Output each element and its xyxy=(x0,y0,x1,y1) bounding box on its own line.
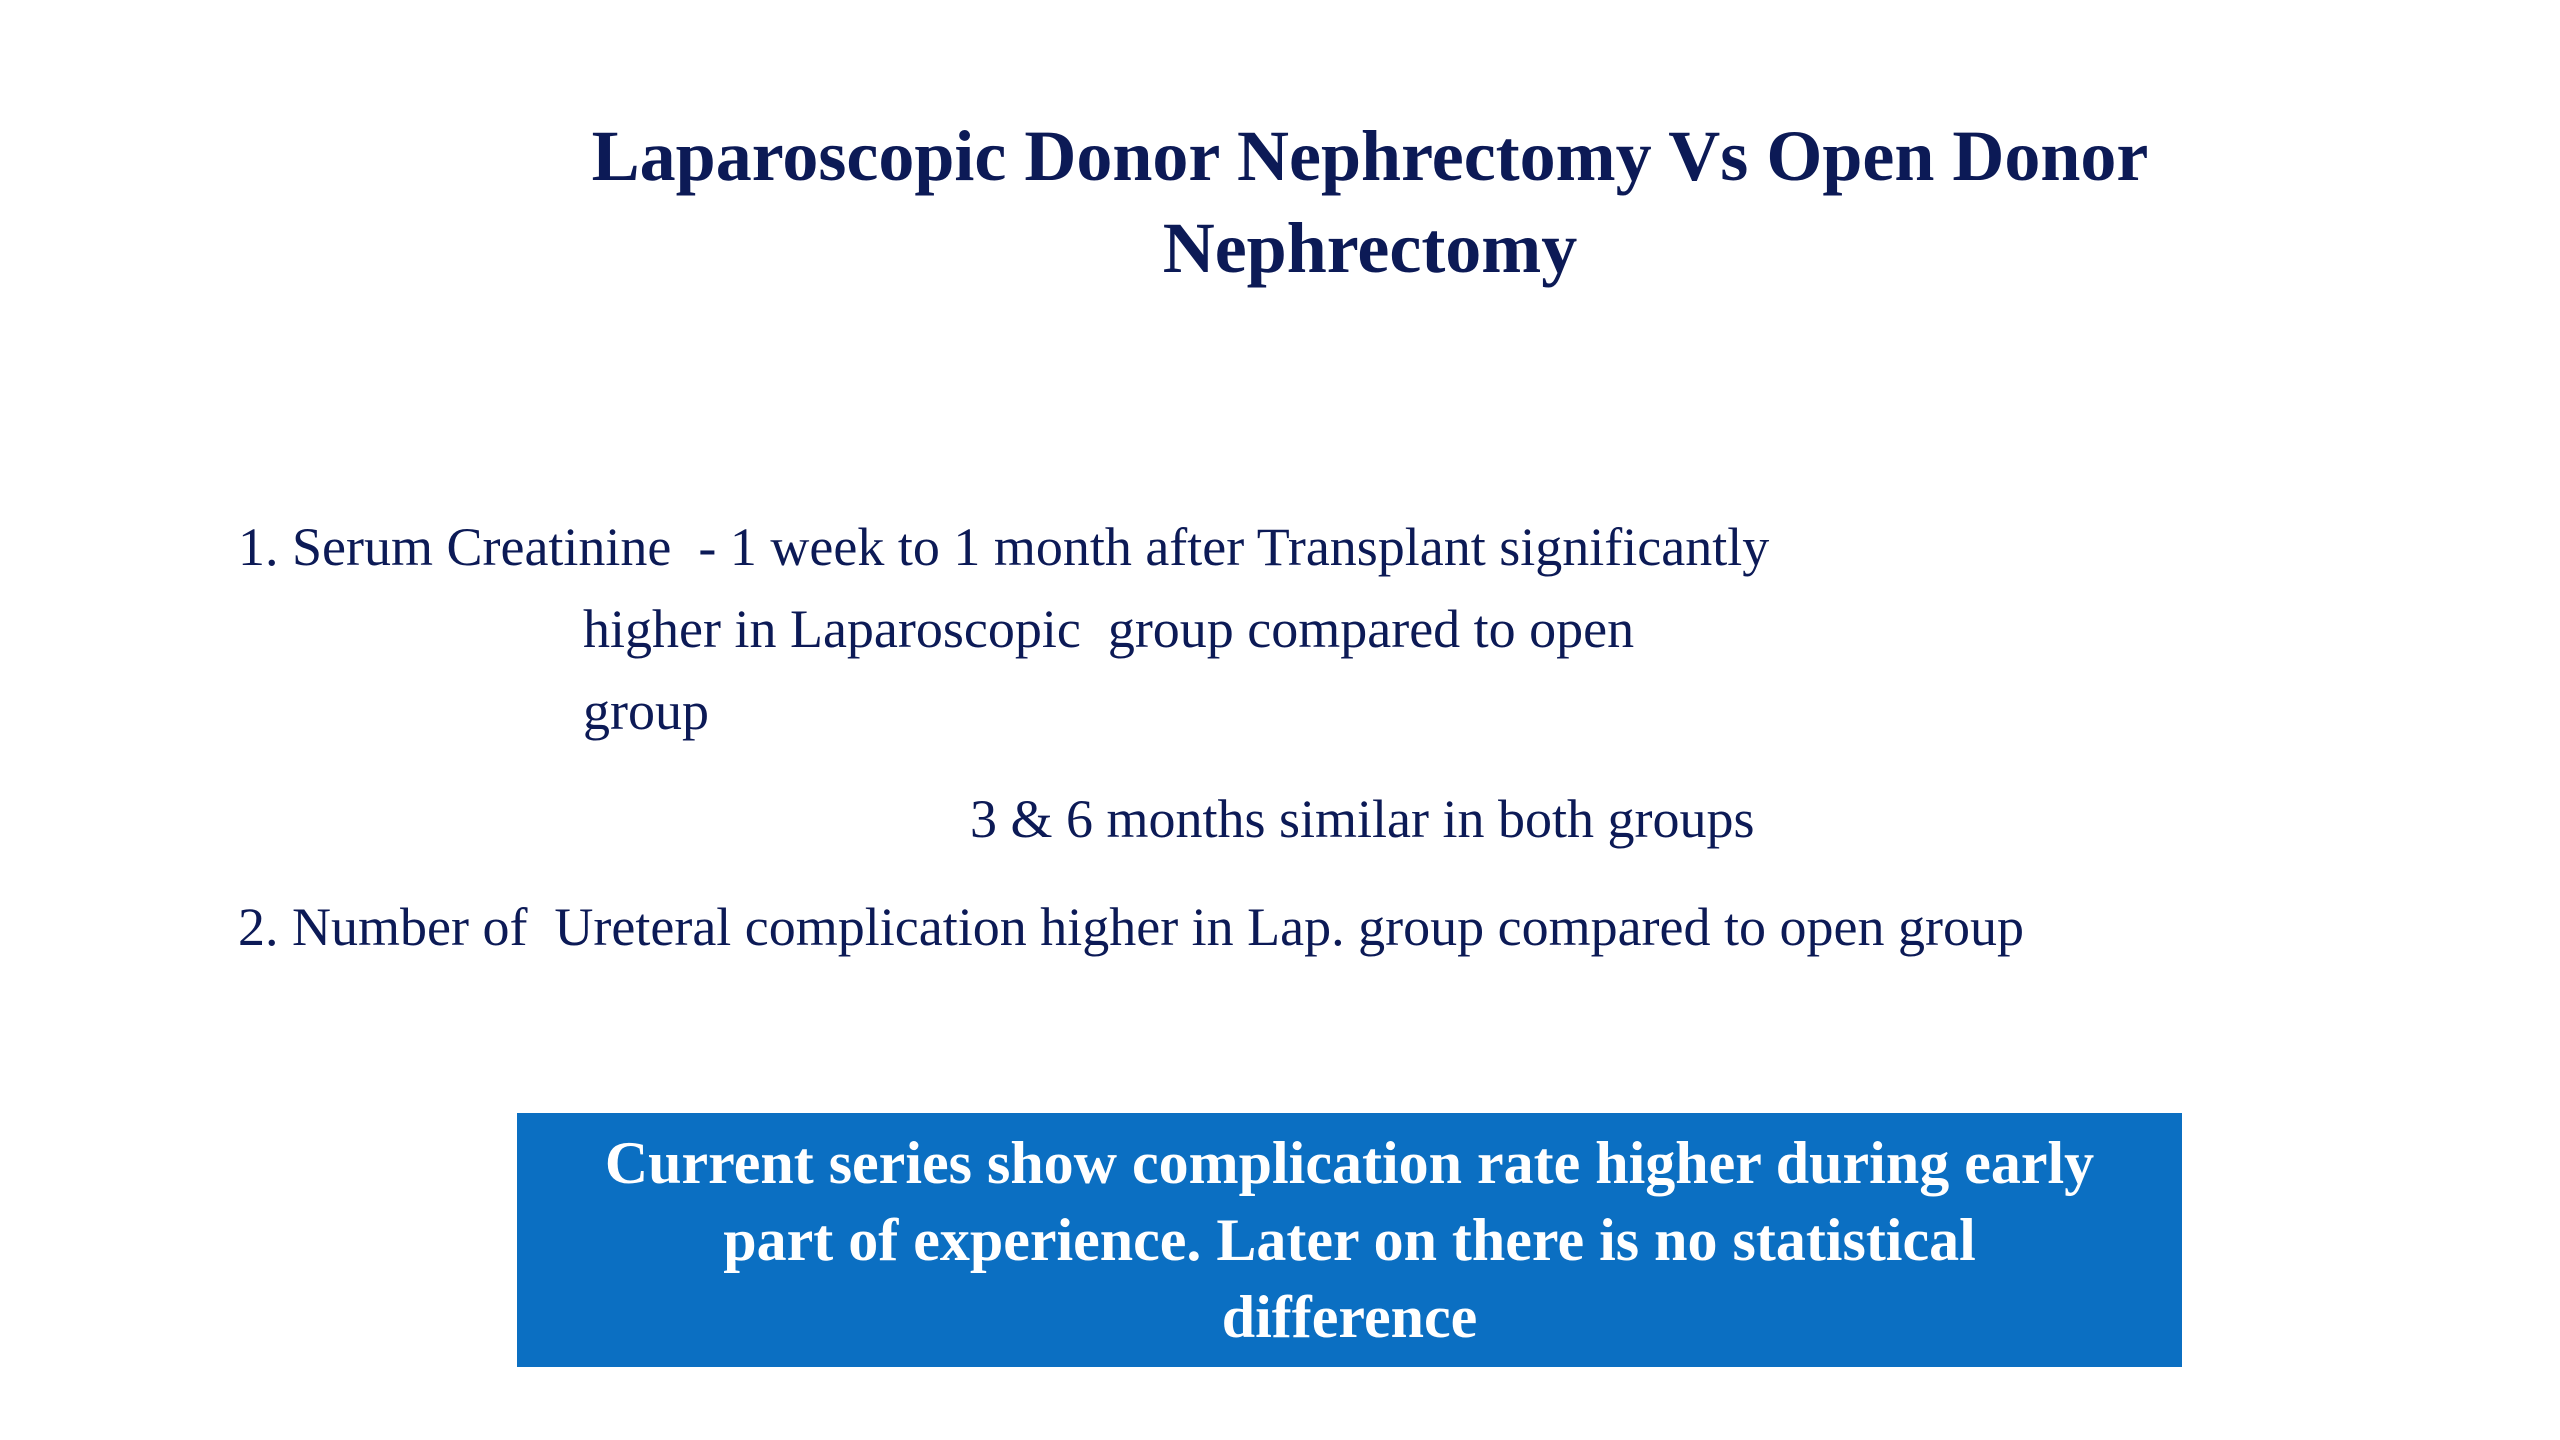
item-1-line-4: 3 & 6 months similar in both groups xyxy=(970,789,1755,849)
callout-line-2: part of experience. Later on there is no statistical xyxy=(723,1206,1976,1273)
item-1-line-3: group xyxy=(583,681,709,741)
slide-title xyxy=(380,110,2360,294)
callout-line-1: Current series show complication rate higher during early xyxy=(604,1129,2095,1196)
item-1-line-2: higher in Laparoscopic group compared to open xyxy=(583,599,1635,659)
slide-title-line-1: Laparoscopic Donor Nephrectomy Vs Open Donor xyxy=(591,116,2149,196)
callout-line-3: difference xyxy=(1221,1283,1478,1350)
conclusion-callout-text xyxy=(540,1125,2160,1356)
slide-title-line-2: Nephrectomy xyxy=(1162,208,1578,288)
item-2-line-1: 2. Number of Ureteral complication higher in Lap. group compared to open group xyxy=(238,897,2024,957)
conclusion-callout-box xyxy=(517,1113,2182,1367)
item-1-line-1: 1. Serum Creatinine - 1 week to 1 month after Transplant significantly xyxy=(238,517,1770,577)
